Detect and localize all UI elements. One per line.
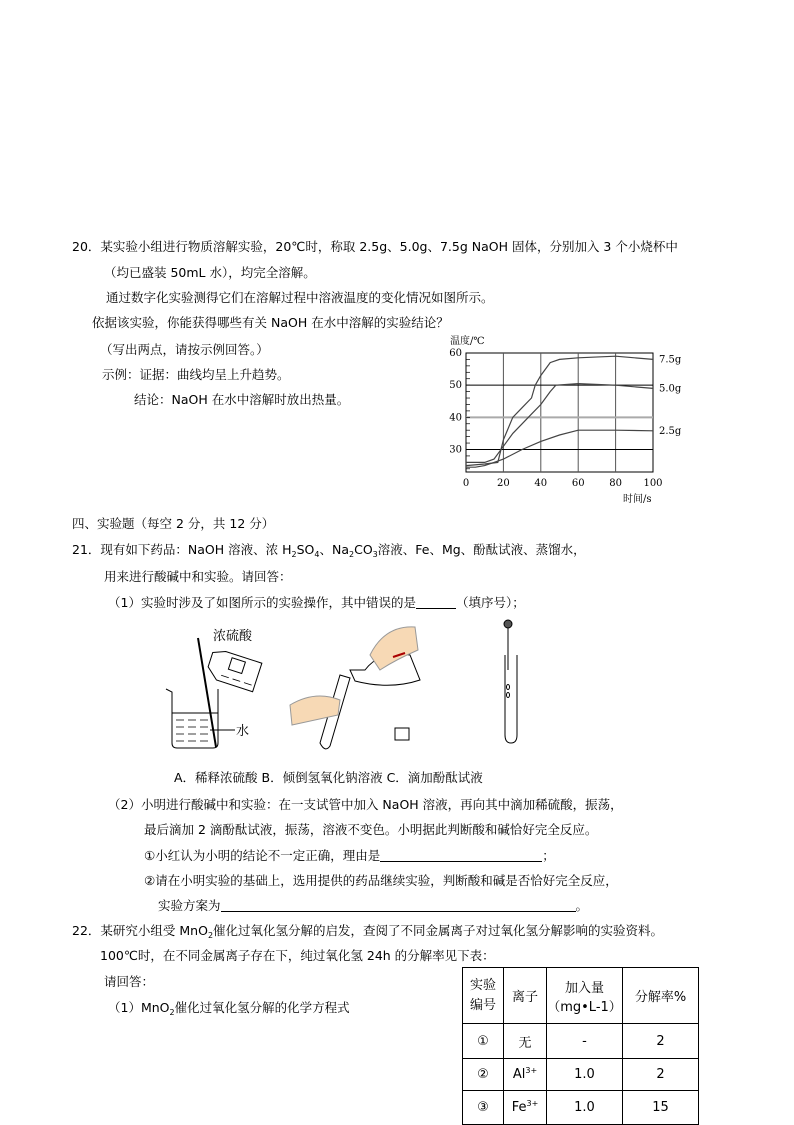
q21-line2: 用来进行酸碱中和实验。请回答：: [104, 569, 292, 584]
series-label: 7.5g: [659, 354, 682, 366]
x-axis-label: 时间/s: [623, 494, 652, 505]
answer-blank[interactable]: [416, 596, 456, 609]
q21-part2-plan: 实验方案为 。: [158, 898, 589, 913]
temperature-chart: [440, 330, 690, 510]
cell-rate: 2: [623, 1024, 699, 1059]
cell-rate: 15: [623, 1091, 699, 1125]
q21-part2-line2: 最后滴加 2 滴酚酞试液，振荡，溶液不变色。小明据此判断酸和碱恰好完全反应。: [144, 822, 598, 837]
series-line-5.0g: [466, 384, 653, 463]
table-row: [463, 1091, 699, 1125]
y-axis-label: 温度/℃: [450, 336, 485, 347]
x-tick-label: 60: [571, 478, 585, 489]
experiment-illustrations: [150, 615, 550, 755]
q20-line3: 通过数字化实验测得它们在溶解过程中溶液温度的变化情况如图所示。: [106, 290, 494, 305]
answer-blank[interactable]: [221, 899, 576, 912]
header-experiment-no: [463, 968, 504, 1024]
q22-part1: （1）MnO$_2$催化过氧化氢分解的化学方程式: [108, 1000, 350, 1017]
header-experiment-no-text: 实验编号: [469, 977, 496, 1013]
decomposition-table: [462, 967, 699, 1125]
label-concentrated-sulfuric-acid: 浓硫酸: [213, 629, 253, 644]
q22-line1: 22．某研究小组受 MnO$_2$催化过氧化氢分解的启发，查阅了不同金属离子对过氧化氢分解影响的实验资料。: [72, 923, 664, 940]
table-header-row: [463, 968, 699, 1024]
cell-ion: $Al^{3+}$: [504, 1059, 547, 1091]
q20-example-evidence: 示例：证据：曲线均呈上升趋势。: [102, 367, 290, 382]
x-tick-label: 80: [609, 478, 622, 489]
plot-frame: [466, 353, 653, 472]
cell-no: ①: [463, 1024, 504, 1059]
header-amount: 加入量 （mg•L-1）: [547, 968, 623, 1024]
x-tick-label: 0: [462, 478, 470, 489]
cell-rate: 2: [623, 1059, 699, 1091]
y-tick-label: 50: [449, 380, 462, 392]
q22-line2: 100℃时，在不同金属离子存在下，纯过氧化氢 24h 的分解率见下表：: [100, 948, 495, 963]
q22-line3: 请回答：: [104, 974, 155, 989]
y-tick-label: 40: [449, 412, 462, 424]
series-label: 2.5g: [659, 425, 682, 437]
cell-amount: 1.0: [547, 1091, 623, 1125]
figure-caption: A．稀释浓硫酸 B．倾倒氢氧化钠溶液 C．滴加酚酞试液: [174, 770, 483, 785]
series-label: 5.0g: [659, 383, 682, 395]
header-ion: 离子: [504, 968, 547, 1024]
table-row: [463, 1024, 699, 1059]
q20-line2: （均已盛装 50mL 水），均完全溶解。: [104, 265, 316, 280]
y-tick-label: 60: [449, 348, 462, 359]
cell-ion: 无: [504, 1024, 547, 1059]
cell-ion: $Fe^{3+}$: [504, 1091, 547, 1125]
x-tick-label: 20: [497, 478, 510, 489]
q20-line5: （写出两点，请按示例回答。）: [100, 342, 269, 357]
header-rate: 分解率%: [623, 968, 699, 1024]
x-tick-label: 40: [534, 478, 548, 489]
q20-line4: 依据该实验，你能获得哪些有关 NaOH 在水中溶解的实验结论？: [92, 315, 449, 330]
label-water: 水: [236, 724, 250, 739]
section-title: 四、实验题（每空 2 分，共 12 分）: [72, 516, 275, 531]
q20-line1: 20．某实验小组进行物质溶解实验，20℃时，称取 2.5g、5.0g、7.5g NaOH 固体，分别加入 3 个小烧杯中: [72, 239, 678, 254]
answer-blank[interactable]: [380, 849, 542, 862]
q21-line1: 21．现有如下药品：NaOH 溶液、浓 $H_2SO_4$、$Na_2CO_3$溶液、Fe、Mg、酚酞试液、蒸馏水，: [72, 542, 586, 559]
cell-amount: 1.0: [547, 1059, 623, 1091]
cell-no: ③: [463, 1091, 504, 1125]
q21-part2-sub2: ②请在小明实验的基础上，选用提供的药品继续实验，判断酸和碱是否恰好完全反应，: [144, 873, 618, 888]
q21-part2-line1: （2）小明进行酸碱中和实验：在一支试管中加入 NaOH 溶液，再向其中滴加稀硫酸，振荡，: [108, 797, 623, 812]
pouring-figure: [290, 627, 420, 749]
cell-no: ②: [463, 1059, 504, 1091]
table-row: [463, 1059, 699, 1091]
q21-part1: （1）实验时涉及了如图所示的实验操作，其中错误的是 （填序号）；: [108, 595, 525, 610]
q21-part2-sub1: ①小红认为小明的结论不一定正确，理由是 ；: [144, 848, 555, 863]
cell-amount: -: [547, 1024, 623, 1059]
q20-example-conclusion: 结论：NaOH 在水中溶解时放出热量。: [134, 392, 350, 407]
x-tick-label: 100: [643, 478, 663, 489]
y-tick-label: 30: [449, 444, 462, 456]
series-line-2.5g: [466, 430, 653, 467]
dropper-figure: [504, 620, 517, 743]
